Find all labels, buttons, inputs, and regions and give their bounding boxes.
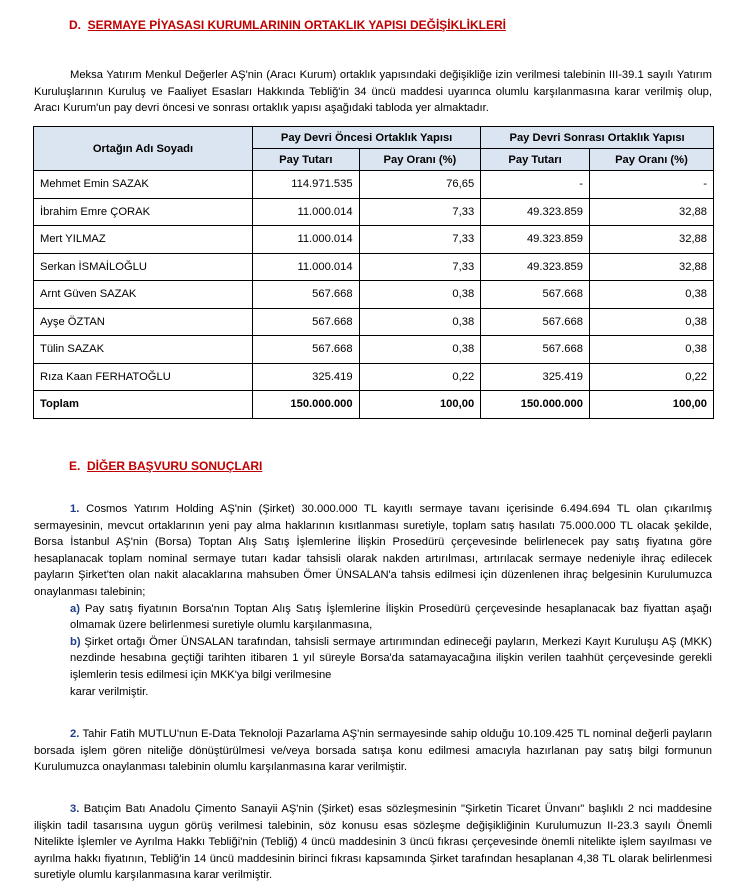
total-before-amount: 150.000.000 — [253, 391, 360, 419]
after-ratio: 32,88 — [589, 253, 713, 281]
col-name-header: Ortağın Adı Soyadı — [34, 127, 253, 171]
section-d-intro — [34, 67, 712, 117]
table-row — [34, 336, 714, 364]
partner-name: Serkan İSMAİLOĞLU — [34, 253, 253, 281]
after-ratio: 0,38 — [589, 308, 713, 336]
section-e-heading — [69, 459, 262, 473]
partner-name: Mehmet Emin SAZAK — [34, 171, 253, 199]
table-row — [34, 171, 714, 199]
partner-name: Rıza Kaan FERHATOĞLU — [34, 363, 253, 391]
table-row — [34, 226, 714, 254]
item-1-b — [34, 634, 712, 684]
before-ratio: 7,33 — [359, 198, 481, 226]
table-total-row — [34, 391, 714, 419]
before-ratio: 76,65 — [359, 171, 481, 199]
after-ratio-header: Pay Oranı (%) — [589, 149, 713, 171]
before-amount: 567.668 — [253, 336, 360, 364]
before-ratio: 0,38 — [359, 308, 481, 336]
item-2 — [34, 726, 712, 776]
total-after-ratio: 100,00 — [589, 391, 713, 419]
total-label: Toplam — [34, 391, 253, 419]
ownership-table — [33, 126, 714, 419]
item-3-text: Batıçim Batı Anadolu Çimento Sanayii AŞ'nin (Şirket) esas sözleşmesinin "Şirketin Ticaret Ünvanı" başlıklı 2 nci maddesine ilişkin tadil tasarısına uygun görüş verilmesi talebinin, söz konusu esas sözleşme değişikliğinin Kurulumuzun II-23.3 sayılı Önemli Nitelikte İşlemler ve Ayrılma Hakkı Tebliği'nin (Tebliğ) 4 üncü maddesinin 3 üncü fıkrası çerçevesinde önemli nitelikte işlem sayılması ve ayrılma hakkı fiyatının, Tebliğ'in 14 üncü maddesinin birinci fıkrası kapsamında Şirket tarafından hesaplanan 4,38 TL olarak belirlenmesi suretiyle olumlu karşılanmasına karar verilmiştir. — [34, 803, 713, 882]
before-ratio: 7,33 — [359, 253, 481, 281]
item-1-b-text: Şirket ortağı Ömer ÜNSALAN tarafından, tahsisli sermaye artırımından edineceği payların, Merkezi Kayıt Kuruluşu AŞ (MKK) nezdinde hesabına geçtiği tarihten itibaren 1 yıl süreyle Borsa'da satamayacağına ilişkin verilen taahhüt çerçevesinde gerekli işlemlerin tesis edilmesi için MKK'ya bilgi verilmesine — [70, 635, 712, 681]
item-1-a-label: a) — [70, 602, 80, 615]
after-amount: 325.419 — [481, 363, 590, 391]
group-after-header: Pay Devri Sonrası Ortaklık Yapısı — [481, 127, 714, 149]
section-d-title: SERMAYE PİYASASI KURUMLARININ ORTAKLIK YAPISI DEĞİŞİKLİKLERİ — [87, 18, 506, 32]
section-d-letter: D. — [69, 18, 81, 32]
before-amount: 11.000.014 — [253, 198, 360, 226]
before-ratio: 0,38 — [359, 336, 481, 364]
before-amount-header: Pay Tutarı — [253, 149, 360, 171]
before-amount: 567.668 — [253, 308, 360, 336]
after-ratio: 0,38 — [589, 281, 713, 309]
before-ratio: 0,22 — [359, 363, 481, 391]
section-e-letter: E. — [69, 459, 81, 473]
after-amount: 49.323.859 — [481, 198, 590, 226]
before-ratio: 0,38 — [359, 281, 481, 309]
item-1 — [34, 501, 712, 700]
after-ratio: 0,22 — [589, 363, 713, 391]
total-after-amount: 150.000.000 — [481, 391, 590, 419]
after-amount: 567.668 — [481, 308, 590, 336]
partner-name: İbrahim Emre ÇORAK — [34, 198, 253, 226]
after-ratio: 32,88 — [589, 198, 713, 226]
before-amount: 567.668 — [253, 281, 360, 309]
after-ratio: 32,88 — [589, 226, 713, 254]
item-1-a-text: Pay satış fiyatının Borsa'nın Toptan Alış Satış İşlemlerine İlişkin Prosedürü çerçevesinde hesaplanacak baz fiyattan aşağı olmamak üzere belirlenmesi suretiyle olumlu karşılanmasına, — [70, 602, 713, 632]
item-1-a — [34, 601, 712, 634]
before-ratio: 7,33 — [359, 226, 481, 254]
table-row — [34, 253, 714, 281]
partner-name: Ayşe ÖZTAN — [34, 308, 253, 336]
item-1-b-label: b) — [70, 635, 81, 648]
after-amount: 49.323.859 — [481, 253, 590, 281]
table-row — [34, 363, 714, 391]
before-amount: 325.419 — [253, 363, 360, 391]
item-1-end: karar verilmiştir. — [70, 685, 149, 698]
item-3-number: 3. — [70, 803, 80, 815]
table-row — [34, 281, 714, 309]
item-1-text: Cosmos Yatırım Holding AŞ'nin (Şirket) 30.000.000 TL kayıtlı sermaye tavanı içerisinde 6.494.694 TL olan çıkarılmış sermayesinin, mevcut ortaklarının yeni pay alma haklarının kısıtlanması suretiyle, toplam satış hasılatı 75.000.000 TL olacak şekilde, Borsa İstanbul AŞ'nin (Borsa) Toptan Alış Satış İşlemlerine İlişkin Prosedürü çerçevesinde belirlenecek pay satış fiyatına göre hesaplanacak toplam nominal sermaye tutarı kadar tahsisli olarak nakden artırılması, artırılacak sermaye nedeniyle ihraç edilecek payların Şirket'ten olan nakit alacaklarına mahsuben Ömer ÜNSALAN'a tahsis edilmesi için düzenlenen ihraç belgesinin Kurulumuzca onaylanması talebinin; — [34, 503, 713, 598]
total-before-ratio: 100,00 — [359, 391, 481, 419]
before-amount: 11.000.014 — [253, 253, 360, 281]
partner-name: Tülin SAZAK — [34, 336, 253, 364]
section-e-title: DİĞER BAŞVURU SONUÇLARI — [87, 459, 263, 473]
partner-name: Mert YILMAZ — [34, 226, 253, 254]
table-row — [34, 308, 714, 336]
partner-name: Arnt Güven SAZAK — [34, 281, 253, 309]
item-2-number: 2. — [70, 728, 80, 740]
group-before-header: Pay Devri Öncesi Ortaklık Yapısı — [253, 127, 481, 149]
after-amount: 567.668 — [481, 281, 590, 309]
before-ratio-header: Pay Oranı (%) — [359, 149, 481, 171]
after-amount: 567.668 — [481, 336, 590, 364]
before-amount: 11.000.014 — [253, 226, 360, 254]
section-d-intro-text: Meksa Yatırım Menkul Değerler AŞ'nin (Aracı Kurum) ortaklık yapısındaki değişikliğe izin verilmesi talebinin III-39.1 sayılı Yatırım Kuruluşlarının Kuruluş ve Faaliyet Esasları Hakkında Tebliğ'in 34 üncü maddesi uyarınca olumlu karşılanmasına karar verilmiş olup, Aracı Kurum'un pay devri öncesi ve sonrası ortaklık yapısı aşağıdaki tabloda yer almaktadır. — [34, 69, 712, 115]
after-amount: 49.323.859 — [481, 226, 590, 254]
table-row — [34, 198, 714, 226]
after-amount: - — [481, 171, 590, 199]
before-amount: 114.971.535 — [253, 171, 360, 199]
after-ratio: - — [589, 171, 713, 199]
after-ratio: 0,38 — [589, 336, 713, 364]
after-amount-header: Pay Tutarı — [481, 149, 590, 171]
item-3 — [34, 801, 712, 884]
item-1-number: 1. — [70, 503, 80, 515]
item-2-text: Tahir Fatih MUTLU'nun E-Data Teknoloji Pazarlama AŞ'nin sermayesinde sahip olduğu 10.109.425 TL nominal değerli payların borsada işlem gören niteliğe dönüştürülmesi ve/veya borsada satışa konu edilmesi amacıyla hazırlanan pay satış bilgi formunun Kurulumuzca onaylanması talebinin olumlu karşılanmasına karar verilmiştir. — [34, 728, 712, 774]
section-d-heading — [69, 18, 506, 32]
